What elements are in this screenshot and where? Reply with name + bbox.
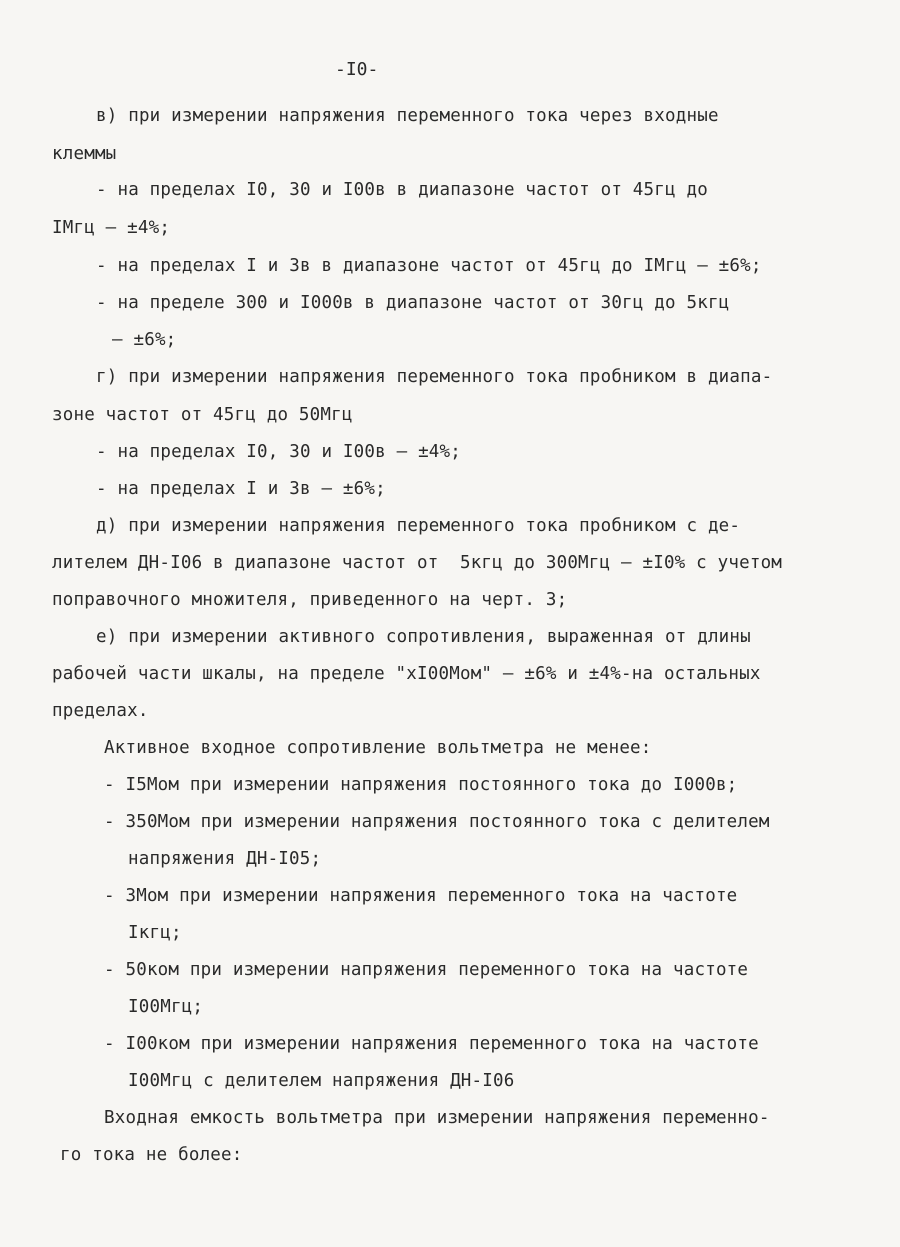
text-line: напряжения ДН-I05; [128,849,322,869]
text-line: - на пределе 300 и I000в в диапазоне частот от 30гц до 5кгц [96,293,730,313]
text-line: - 3Мом при измерении напряжения переменного тока на частоте [104,886,738,906]
text-line: - I5Мом при измерении напряжения постоянного тока до I000в; [104,775,738,795]
text-line: IМгц – ±4%; [52,218,171,238]
text-line: поправочного множителя, приведенного на черт. 3; [52,590,568,610]
text-line: клеммы [52,144,117,164]
page-number: -I0- [335,59,379,80]
text-line: Активное входное сопротивление вольтметра не менее: [104,738,652,758]
text-line: лителем ДН-I06 в диапазоне частот от 5кгц до 300Мгц – ±I0% с учетом [52,553,783,573]
text-line: пределах. [52,701,149,721]
text-line: I00Мгц; [128,997,204,1017]
text-line: - 50ком при измерении напряжения переменного тока на частоте [104,960,749,980]
text-line: д) при измерении напряжения переменного тока пробником с де- [96,516,741,536]
text-line: г) при измерении напряжения переменного тока пробником в диапа- [96,367,773,387]
text-line: - на пределах I и 3в в диапазоне частот от 45гц до IМгц – ±6%; [96,256,762,276]
text-line: - I00ком при измерении напряжения переменного тока на частоте [104,1034,759,1054]
text-line: - 350Мом при измерении напряжения постоянного тока с делителем [104,812,770,832]
text-line: Входная емкость вольтметра при измерении напряжения переменно- [104,1108,770,1128]
text-line: - на пределах I и 3в – ±6%; [96,479,386,499]
text-line: I00Мгц с делителем напряжения ДН-I06 [128,1071,515,1091]
text-line: Iкгц; [128,923,182,943]
text-line: е) при измерении активного сопротивления, выраженная от длины [96,627,751,647]
text-line: рабочей части шкалы, на пределе "хI00Мом" – ±6% и ±4%-на остальных [52,664,761,684]
text-line: в) при измерении напряжения переменного тока через входные [96,106,719,126]
text-line: зоне частот от 45гц до 50Мгц [52,405,353,425]
text-line: го тока не более: [60,1145,243,1165]
text-line: – ±6%; [112,330,177,350]
text-line: - на пределах I0, 30 и I00в – ±4%; [96,442,462,462]
text-line: - на пределах I0, 30 и I00в в диапазоне частот от 45гц до [96,180,708,200]
